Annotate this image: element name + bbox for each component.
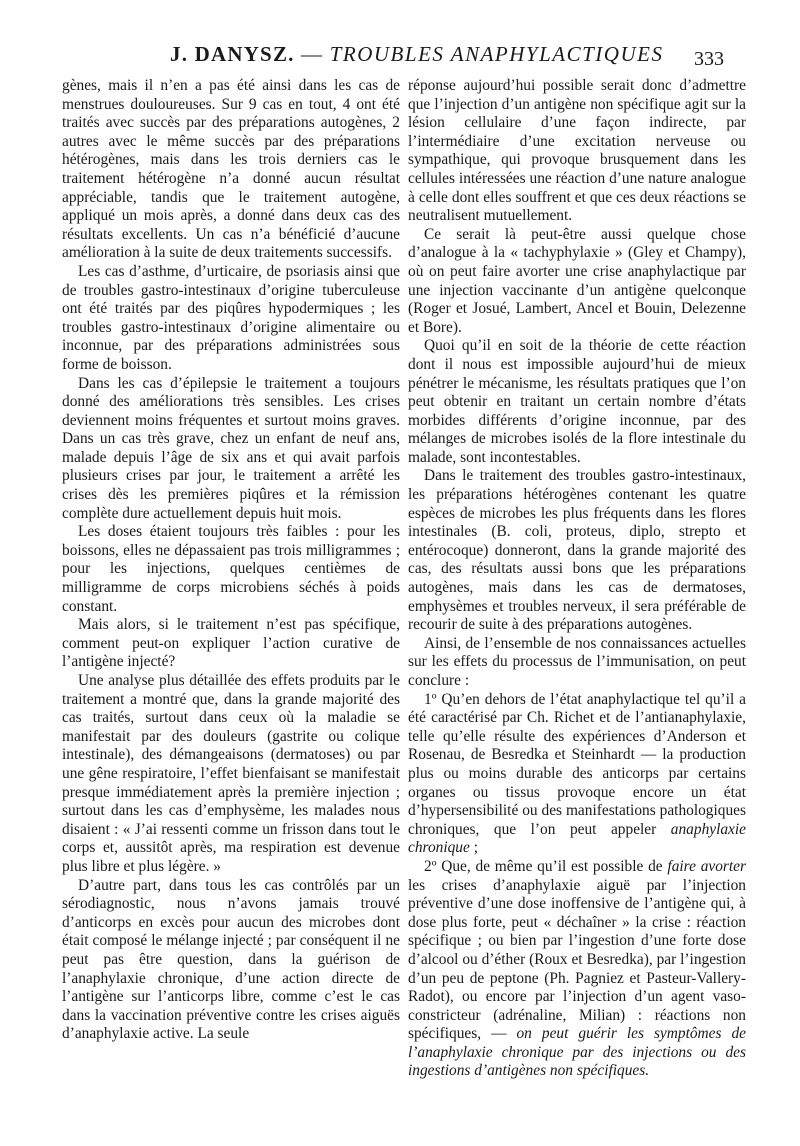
paragraph: Les cas d’asthme, d’urticaire, de psoriasis ainsi que de troubles gastro-intestinaux d’origine tuberculeuse ont été traités par des piqûres hypodermiques ; les troubles gastro-intestinaux d’origine alimentaire ou inconnue, par des préparations administrées sous forme de boisson.	[62, 262, 400, 373]
conclusion-2	[408, 858, 746, 1081]
conclusion-1-text: 1º Qu’en dehors de l’état anaphylactique tel qu’il a été caractérisé par Ch. Richet et de l’antianaphylaxie, telle qu’elle résulte des expériences d’Anderson et Rosenau, de Besredka et Steinhardt — la production plus ou moins durable des anticorps par certains organes ou tissus provoque encore un état d’hypersensibilité ou des manifestations pathologiques chroniques, que l’on peut appeler	[408, 690, 746, 838]
paragraph: Dans le traitement des troubles gastro-intestinaux, les préparations hétérogènes contenant les quatre espèces de microbes les plus fréquents dans les flores intestinales (B. coli, proteus, diplo, strepto et entérocoque) donneront, dans la grande majorité des cas, des résultats aussi bons que les préparations autogènes, mais dans les cas de dermatoses, emphysèmes et troubles nerveux, il sera préférable de recourir de suite à des préparations autogènes.	[408, 467, 746, 634]
conclusion-1	[408, 691, 746, 858]
paragraph: Les doses étaient toujours très faibles : pour les boissons, elles ne dépassaient pas trois milligrammes ; pour les injections, quelques centièmes de milligramme de corps microbiens séchés à poids constant.	[62, 523, 400, 615]
paragraph: Ce serait là peut-être aussi quelque chose d’analogue à la « tachyphylaxie » (Gley et Champy), où on peut faire avorter une crise anaphylactique par une injection vaccinante d’un antigène quelconque (Roger et Josué, Lambert, Ancel et Bouin, Delezenne et Bore).	[408, 225, 746, 336]
header-title: TROUBLES ANAPHYLACTIQUES	[329, 42, 664, 66]
header-author: J. DANYSZ.	[170, 42, 295, 66]
paragraph: gènes, mais il n’en a pas été ainsi dans les cas de menstrues douloureuses. Sur 9 cas en tout, 4 ont été traités avec succès par des préparations autogènes, 2 autres avec le même succès par des préparations hétérogènes, mais dans les trois derniers cas le traitement hétérogène n’a donné aucun résultat appréciable, tandis que le traitement autogène, appliqué un mois après, a donné dans deux cas des résultats excellents. Un cas n’a bénéficié d’aucune amélioration à la suite de deux traitements successifs.	[62, 77, 400, 262]
header-separator: —	[294, 42, 330, 66]
paragraph: D’autre part, dans tous les cas contrôlés par un sérodiagnostic, nous n’avons jamais trouvé d’anticorps en excès pour aucun des microbes dont était composé le mélange injecté ; par conséquent il ne peut pas être question, dans la guérison de l’anaphylaxie chronique, d’une action directe de l’antigène sur l’anticorps libre, comme c’est le cas dans la vaccination préventive contre les crises aiguës d’anaphylaxie active. La seule	[62, 876, 400, 1043]
conclusion-1-end: ;	[469, 839, 478, 857]
conclusion-2-term: faire avorter	[667, 857, 746, 875]
conclusion-2-finding: on peut guérir les symptômes de l’anaphylaxie chronique par des injections ou des ingestions d’antigènes non spécifiques.	[408, 1025, 747, 1080]
conclusion-2-text: les crises d’anaphylaxie aiguë par l’injection préventive d’une dose inoffensive de l’antigène qui, à dose plus forte, peut « déchaîner » la crise : réaction spécifique ; ou bien par l’ingestion d’une forte dose d’alcool ou d’éther (Roux et Besredka), par l’ingestion d’un peu de peptone (Ph. Pagniez et Pasteur-Vallery-Radot), ou encore par l’injection d’un agent vaso-constricteur (adrénaline, Milian) : réactions non spécifiques, —	[408, 876, 746, 1043]
paragraph: Mais alors, si le traitement n’est pas spécifique, comment peut-on expliquer l’action curative de l’antigène injecté?	[62, 616, 400, 671]
conclusion-2-start: 2º Que, de même qu’il est possible de	[424, 857, 668, 875]
paragraph: Dans les cas d’épilepsie le traitement a toujours donné des améliorations très sensibles. Les crises deviennent moins fréquentes et surtout moins graves. Dans un cas très grave, chez un enfant de neuf ans, malade depuis l’âge de six ans et qui avait parfois plusieurs crises par jour, le traitement a arrêté les crises dès les premières piqûres et la rémission complète dure actuellement depuis huit mois.	[62, 374, 400, 522]
paragraph: Une analyse plus détaillée des effets produits par le traitement a montré que, dans la grande majorité des cas traités, surtout dans ceux où la maladie se manifestait par des douleurs (gastrite ou colique intestinale), des démangeaisons (dermatoses) ou par une gêne respiratoire, l’effet bienfaisant se manifestait presque immédiatement après la première injection ; surtout dans les cas d’emphysème, les malades nous disaient : « J’ai ressenti comme un frisson dans tout le corps et, aussitôt après, ma respiration est devenue plus libre et plus légère. »	[62, 672, 400, 875]
conclusion-1-term: anaphylaxie chronique	[408, 820, 746, 857]
left-column	[62, 77, 400, 1044]
right-column	[408, 77, 746, 1081]
running-header	[60, 40, 750, 80]
page-number: 333	[694, 48, 724, 70]
paragraph: Ainsi, de l’ensemble de nos connaissances actuelles sur les effets du processus de l’immunisation, on peut conclure :	[408, 634, 746, 689]
paragraph: réponse aujourd’hui possible serait donc d’admettre que l’injection d’un antigène non spécifique agit sur la lésion cellulaire d’une façon indirecte, par l’intermédiaire d’une excitation nerveuse ou sympathique, qui provoque brusquement dans les cellules intéressées une réaction d’une nature analogue à celle dont elles souffrent et que ces deux réactions se neutralisent mutuellement.	[408, 77, 746, 225]
paragraph: Quoi qu’il en soit de la théorie de cette réaction dont il nous est impossible aujourd’hui de mieux pénétrer le mécanisme, les résultats pratiques que l’on peut obtenir en traitant un certain nombre d’états morbides différents d’origine inconnue, par des mélanges de microbes isolés de la flore intestinale du malade, sont incontestables.	[408, 337, 746, 466]
running-title	[170, 42, 663, 67]
